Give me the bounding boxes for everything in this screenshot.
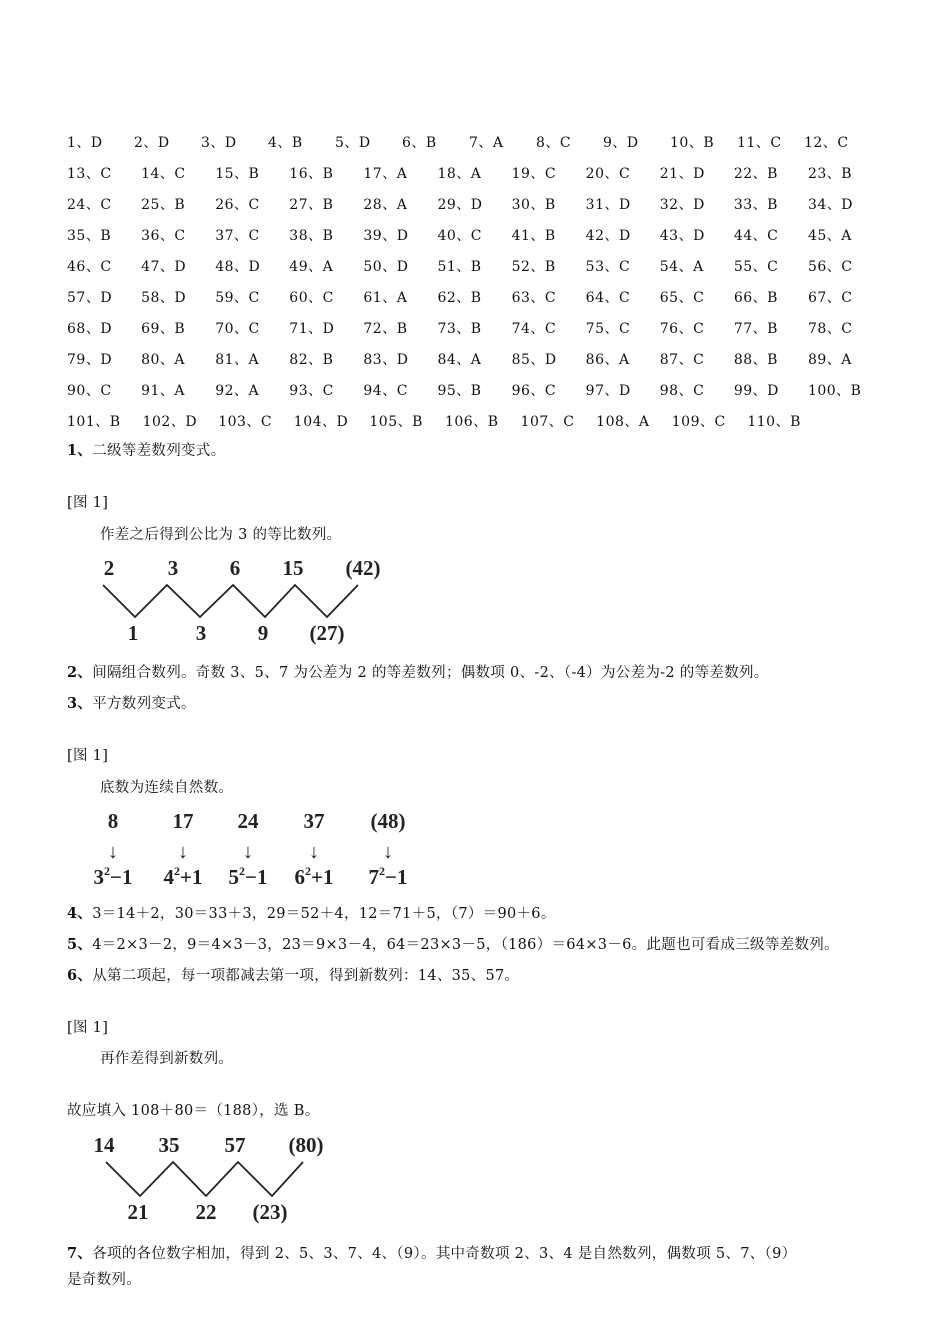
q7-number: 7、 bbox=[67, 1245, 93, 1262]
answer-cell: 55、C bbox=[733, 258, 779, 275]
answer-cell: 75、C bbox=[585, 320, 631, 337]
q3-figure-label: [图 1] bbox=[67, 748, 109, 764]
q1-line bbox=[67, 439, 225, 460]
answer-cell: 10、B bbox=[670, 134, 715, 151]
answer-cell: 101、B bbox=[67, 413, 121, 430]
answer-cell: 18、A bbox=[437, 165, 482, 182]
answer-cell: 3、D bbox=[201, 134, 237, 151]
answer-cell: 4、B bbox=[268, 134, 303, 151]
base: 7 bbox=[368, 865, 380, 889]
figure-2-square-expression bbox=[164, 864, 203, 889]
q4-text: 3＝14＋2，30＝33＋3，29＝52＋4，12＝71＋5，（7）＝90＋6。 bbox=[92, 906, 556, 922]
answer-cell: 35、B bbox=[67, 227, 112, 244]
answer-cell: 100、B bbox=[807, 382, 862, 399]
figure-1-top-term: 15 bbox=[282, 556, 304, 580]
figure-1-difference: (27) bbox=[309, 621, 345, 645]
answer-cell: 69、B bbox=[141, 320, 186, 337]
answer-cell: 62、B bbox=[437, 289, 482, 306]
q7-line-2: 是奇数列。 bbox=[67, 1272, 141, 1288]
answer-row bbox=[67, 219, 882, 250]
answer-cell: 13、C bbox=[67, 165, 112, 182]
answer-cell: 66、B bbox=[733, 289, 778, 306]
answer-cell: 25、B bbox=[141, 196, 186, 213]
answer-cell: 109、C bbox=[671, 413, 726, 430]
answer-cell: 45、A bbox=[807, 227, 852, 244]
base: 5 bbox=[228, 865, 240, 889]
answer-cell: 96、C bbox=[511, 382, 557, 399]
answer-cell: 98、C bbox=[659, 382, 705, 399]
answer-cell: 50、D bbox=[363, 258, 409, 275]
answer-cell: 54、A bbox=[659, 258, 704, 275]
answer-cell: 22、B bbox=[733, 165, 778, 182]
figure-2-square-expression bbox=[295, 864, 334, 889]
figure-1-difference: 3 bbox=[195, 621, 207, 645]
down-arrow-icon: ↓ bbox=[309, 841, 319, 863]
answer-cell: 58、D bbox=[141, 289, 187, 306]
answer-cell: 51、B bbox=[437, 258, 482, 275]
answer-cell: 30、B bbox=[511, 196, 556, 213]
figure-3-top-term: 14 bbox=[93, 1133, 115, 1157]
answer-cell: 105、B bbox=[369, 413, 423, 430]
answer-cell: 16、B bbox=[289, 165, 334, 182]
answer-cell: 63、C bbox=[511, 289, 557, 306]
answer-cell: 44、C bbox=[733, 227, 779, 244]
q2-text: 间隔组合数列。奇数 3、5、7 为公差为 2 的等差数列；偶数项 0、-2、（-4）为公差为-2 的等差数列。 bbox=[92, 665, 769, 681]
operation: −1 bbox=[245, 865, 268, 889]
answer-cell: 93、C bbox=[289, 382, 334, 399]
q6-text: 从第二项起，每一项都减去第一项，得到新数列：14、35、57。 bbox=[92, 968, 520, 984]
answer-row bbox=[67, 126, 882, 157]
answer-cell: 40、C bbox=[437, 227, 482, 244]
answer-cell: 53、C bbox=[585, 258, 631, 275]
down-arrow-icon: ↓ bbox=[108, 841, 118, 863]
answer-cell: 104、D bbox=[293, 413, 349, 430]
q3-note: 底数为连续自然数。 bbox=[100, 780, 234, 796]
answer-cell: 19、C bbox=[511, 165, 557, 182]
answer-cell: 9、D bbox=[603, 134, 639, 151]
answer-cell: 52、B bbox=[511, 258, 556, 275]
answer-cell: 28、A bbox=[363, 196, 408, 213]
answer-cell: 61、A bbox=[363, 289, 408, 306]
answer-cell: 26、C bbox=[215, 196, 260, 213]
answer-cell: 49、A bbox=[289, 258, 334, 275]
answer-cell: 91、A bbox=[141, 382, 186, 399]
base: 3 bbox=[93, 865, 105, 889]
base: 6 bbox=[294, 865, 306, 889]
figure-2-square-diagram bbox=[85, 806, 425, 894]
answer-cell: 67、C bbox=[807, 289, 853, 306]
figure-2-square-expression bbox=[94, 864, 133, 889]
down-arrow-icon: ↓ bbox=[383, 841, 393, 863]
figure-1-difference: 1 bbox=[127, 621, 139, 645]
answer-cell: 85、D bbox=[511, 351, 557, 368]
answer-cell: 71、D bbox=[289, 320, 335, 337]
q6-figure-label: [图 1] bbox=[67, 1020, 109, 1036]
answer-cell: 84、A bbox=[437, 351, 482, 368]
answer-cell: 86、A bbox=[585, 351, 630, 368]
answer-cell: 2、D bbox=[134, 134, 170, 151]
figure-1-top-term: 2 bbox=[103, 556, 115, 580]
figure-1-zigzag bbox=[103, 585, 358, 617]
figure-3-zigzag bbox=[106, 1162, 303, 1196]
answer-cell: 20、C bbox=[585, 165, 631, 182]
answer-cell: 107、C bbox=[520, 413, 575, 430]
figure-2-term: 8 bbox=[107, 809, 119, 833]
q1-number: 1、 bbox=[67, 442, 93, 459]
answer-cell: 32、D bbox=[659, 196, 705, 213]
answer-cell: 103、C bbox=[218, 413, 273, 430]
answer-cell: 34、D bbox=[807, 196, 853, 213]
answer-cell: 37、C bbox=[215, 227, 260, 244]
answer-cell: 80、A bbox=[141, 351, 186, 368]
answer-cell: 42、D bbox=[585, 227, 631, 244]
answer-cell: 48、D bbox=[215, 258, 261, 275]
figure-1-difference: 9 bbox=[257, 621, 269, 645]
figure-1-top-term: 3 bbox=[167, 556, 179, 580]
figure-3-top-term: 35 bbox=[158, 1133, 180, 1157]
q1-figure-label: [图 1] bbox=[67, 495, 109, 511]
answer-key-grid bbox=[67, 126, 882, 436]
answer-cell: 39、D bbox=[363, 227, 409, 244]
answer-cell: 65、C bbox=[659, 289, 705, 306]
answer-cell: 77、B bbox=[733, 320, 778, 337]
answer-cell: 5、D bbox=[335, 134, 371, 151]
figure-3-top-term: (80) bbox=[288, 1133, 324, 1157]
answer-cell: 6、B bbox=[402, 134, 437, 151]
figure-2-term: 17 bbox=[172, 809, 194, 833]
answer-cell: 64、C bbox=[585, 289, 631, 306]
answer-cell: 36、C bbox=[141, 227, 186, 244]
figure-3-difference: 22 bbox=[195, 1200, 217, 1224]
figure-3-difference-diagram bbox=[88, 1130, 338, 1230]
answer-cell: 99、D bbox=[733, 382, 779, 399]
q3-text: 平方数列变式。 bbox=[92, 696, 196, 712]
q1-note: 作差之后得到公比为 3 的等比数列。 bbox=[100, 527, 342, 543]
answer-row bbox=[67, 157, 882, 188]
q5-number: 5、 bbox=[67, 936, 93, 953]
answer-cell: 29、D bbox=[437, 196, 483, 213]
q6-number: 6、 bbox=[67, 967, 93, 984]
operation: +1 bbox=[311, 865, 334, 889]
q6-line bbox=[67, 964, 519, 985]
operation: −1 bbox=[110, 865, 133, 889]
answer-cell: 108、A bbox=[596, 413, 650, 430]
answer-cell: 15、B bbox=[215, 165, 260, 182]
answer-cell: 95、B bbox=[437, 382, 482, 399]
answer-cell: 47、D bbox=[141, 258, 187, 275]
figure-1-difference-diagram bbox=[95, 555, 395, 650]
answer-cell: 41、B bbox=[511, 227, 556, 244]
q6-conclusion: 故应填入 108＋80＝（188），选 B。 bbox=[67, 1103, 320, 1119]
answer-cell: 43、D bbox=[659, 227, 705, 244]
answer-cell: 31、D bbox=[585, 196, 631, 213]
exponent: 2 bbox=[104, 864, 111, 878]
exponent: 2 bbox=[379, 864, 386, 878]
operation: +1 bbox=[180, 865, 203, 889]
answer-cell: 17、A bbox=[363, 165, 408, 182]
answer-cell: 12、C bbox=[804, 134, 849, 151]
answer-cell: 82、B bbox=[289, 351, 334, 368]
down-arrow-icon: ↓ bbox=[178, 841, 188, 863]
answer-cell: 7、A bbox=[469, 134, 504, 151]
figure-2-square-expression bbox=[229, 864, 268, 889]
answer-cell: 92、A bbox=[215, 382, 260, 399]
answer-cell: 94、C bbox=[363, 382, 408, 399]
answer-row bbox=[67, 374, 882, 405]
answer-cell: 46、C bbox=[67, 258, 112, 275]
answer-cell: 21、D bbox=[659, 165, 705, 182]
figure-3-difference: (23) bbox=[252, 1200, 288, 1224]
q1-text: 二级等差数列变式。 bbox=[92, 443, 226, 459]
operation: −1 bbox=[385, 865, 408, 889]
answer-cell: 38、B bbox=[289, 227, 334, 244]
answer-cell: 11、C bbox=[737, 134, 782, 151]
answer-cell: 8、C bbox=[536, 134, 572, 151]
answer-cell: 33、B bbox=[733, 196, 778, 213]
base: 4 bbox=[163, 865, 175, 889]
answer-cell: 78、C bbox=[807, 320, 853, 337]
answer-cell: 76、C bbox=[659, 320, 705, 337]
answer-cell: 59、C bbox=[215, 289, 260, 306]
answer-cell: 97、D bbox=[585, 382, 631, 399]
exponent: 2 bbox=[239, 864, 246, 878]
q3-number: 3、 bbox=[67, 695, 93, 712]
answer-cell: 88、B bbox=[733, 351, 778, 368]
answer-cell: 106、B bbox=[444, 413, 499, 430]
answer-row bbox=[67, 250, 882, 281]
figure-2-term: (48) bbox=[370, 809, 406, 833]
answer-cell: 110、B bbox=[747, 413, 801, 430]
q4-number: 4、 bbox=[67, 905, 93, 922]
answer-cell: 1、D bbox=[67, 134, 103, 151]
answer-cell: 60、C bbox=[289, 289, 334, 306]
q4-line bbox=[67, 902, 556, 923]
answer-cell: 87、C bbox=[659, 351, 705, 368]
down-arrow-icon: ↓ bbox=[243, 841, 253, 863]
q2-number: 2、 bbox=[67, 664, 93, 681]
answer-row bbox=[67, 343, 882, 374]
answer-cell: 73、B bbox=[437, 320, 482, 337]
answer-row bbox=[67, 405, 882, 436]
answer-cell: 57、D bbox=[67, 289, 113, 306]
answer-cell: 24、C bbox=[67, 196, 112, 213]
answer-cell: 23、B bbox=[807, 165, 853, 182]
exponent: 2 bbox=[305, 864, 312, 878]
exponent: 2 bbox=[174, 864, 181, 878]
q5-text: 4＝2×3－2，9＝4×3－3，23＝9×3－4，64＝23×3－5，（186）＝64×3－6。此题也可看成三级等差数列。 bbox=[92, 937, 839, 953]
figure-1-top-term: (42) bbox=[345, 556, 381, 580]
answer-cell: 68、D bbox=[67, 320, 113, 337]
figure-1-top-term: 6 bbox=[229, 556, 241, 580]
figure-2-term: 24 bbox=[237, 809, 259, 833]
figure-2-term: 37 bbox=[303, 809, 325, 833]
q6-note: 再作差得到新数列。 bbox=[100, 1051, 234, 1067]
figure-3-top-term: 57 bbox=[224, 1133, 246, 1157]
q7-line bbox=[67, 1242, 796, 1263]
answer-cell: 70、C bbox=[215, 320, 260, 337]
answer-cell: 27、B bbox=[289, 196, 334, 213]
answer-cell: 81、A bbox=[215, 351, 260, 368]
q5-line bbox=[67, 933, 839, 954]
answer-cell: 83、D bbox=[363, 351, 409, 368]
answer-cell: 72、B bbox=[363, 320, 408, 337]
figure-2-square-expression bbox=[369, 864, 408, 889]
q2-line bbox=[67, 661, 769, 682]
answer-cell: 14、C bbox=[141, 165, 186, 182]
figure-3-difference: 21 bbox=[127, 1200, 149, 1224]
answer-cell: 90、C bbox=[67, 382, 112, 399]
answer-row bbox=[67, 188, 882, 219]
answer-cell: 79、D bbox=[67, 351, 113, 368]
q3-line bbox=[67, 692, 196, 713]
answer-cell: 74、C bbox=[511, 320, 557, 337]
answer-cell: 56、C bbox=[807, 258, 853, 275]
answer-cell: 102、D bbox=[142, 413, 198, 430]
answer-cell: 89、A bbox=[807, 351, 852, 368]
answer-row bbox=[67, 281, 882, 312]
answer-row bbox=[67, 312, 882, 343]
q7-text: 各项的各位数字相加，得到 2、5、3、7、4、（9）。其中奇数项 2、3、4 是自然数列，偶数项 5、7、（9） bbox=[92, 1246, 797, 1262]
